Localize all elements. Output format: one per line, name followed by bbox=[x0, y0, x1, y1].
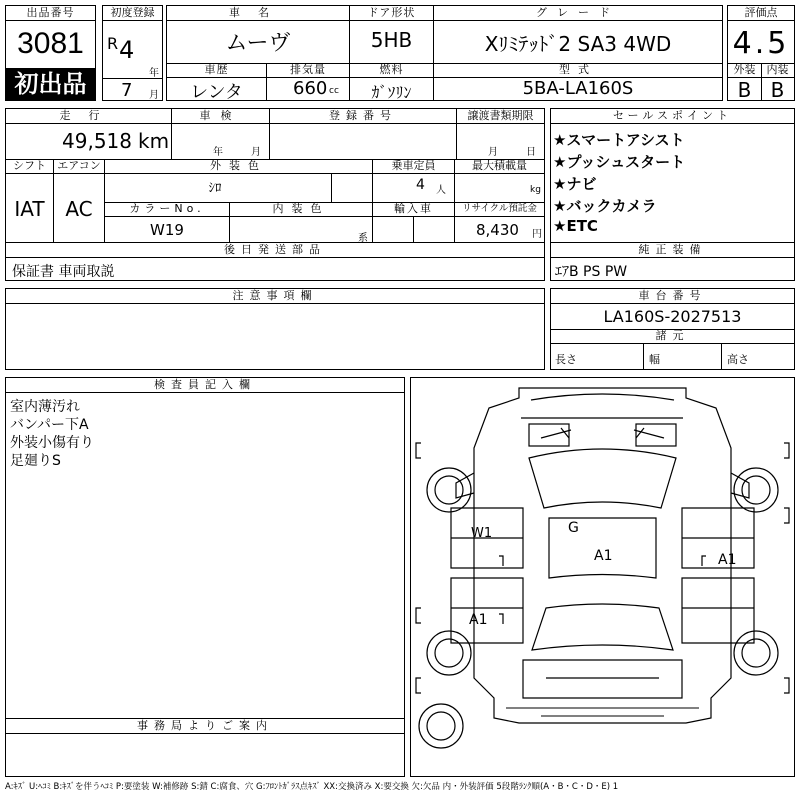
inspection-header: 車検 bbox=[172, 109, 269, 124]
max-load-unit: kg bbox=[530, 185, 541, 195]
fuel: ｶﾞｿﾘﾝ bbox=[371, 83, 412, 102]
mark-roof: G bbox=[568, 520, 579, 536]
sales-points-box bbox=[550, 108, 795, 243]
interior-color-header: 内装色 bbox=[230, 202, 372, 217]
car-name: ムーヴ bbox=[225, 31, 291, 56]
interior-rating-header: 内装 bbox=[761, 63, 794, 78]
transfer-month-unit: 月 bbox=[488, 147, 498, 158]
inspector-header: 検査員記入欄 bbox=[6, 378, 404, 393]
aircon-header: エアコン bbox=[54, 159, 104, 174]
aircon-value: AC bbox=[65, 197, 93, 221]
shift-header: シフト bbox=[6, 159, 53, 174]
later-parts-box bbox=[5, 243, 545, 281]
inspector-line: 外装小傷有り bbox=[10, 435, 94, 451]
max-load-header: 最大積載量 bbox=[455, 159, 544, 174]
car-info-box bbox=[166, 5, 723, 101]
transfer-day-unit: 日 bbox=[526, 147, 536, 158]
lot-header: 出品番号 bbox=[6, 6, 95, 21]
specs-header: 諸元 bbox=[551, 329, 794, 344]
history: レンタ bbox=[190, 82, 243, 103]
recycle-header: リサイクル預託金 bbox=[455, 202, 544, 217]
displacement-unit: cc bbox=[329, 86, 339, 96]
registration-year: 4 bbox=[119, 36, 135, 64]
office-header: 事務局よりご案内 bbox=[6, 719, 404, 734]
exterior-color-header: 外装色 bbox=[105, 159, 372, 174]
registration-era: R bbox=[107, 34, 119, 53]
genuine-equipment-header: 純正装備 bbox=[551, 243, 794, 258]
inspector-line: 室内薄汚れ bbox=[10, 399, 80, 415]
interior-rating: B bbox=[770, 78, 785, 102]
chassis-header: 車台番号 bbox=[551, 289, 794, 304]
notes-box bbox=[5, 288, 545, 370]
recycle-value: 8,430 bbox=[476, 221, 519, 239]
mark-left-rear: A1 bbox=[469, 612, 488, 628]
registration-number-header: 登録番号 bbox=[270, 109, 456, 124]
sales-points-header: セールスポイント bbox=[551, 109, 794, 124]
registration-month-unit: 月 bbox=[149, 90, 159, 101]
details-box bbox=[5, 108, 545, 243]
sales-point-item: ★ナビ bbox=[553, 175, 597, 193]
exterior-rating: B bbox=[737, 78, 752, 102]
specs-height: 高さ bbox=[727, 353, 749, 366]
lot-box bbox=[5, 5, 96, 101]
capacity-value: 4 bbox=[416, 177, 425, 193]
model-header: 型式 bbox=[434, 63, 722, 78]
import-header: 輸入車 bbox=[373, 202, 454, 217]
lot-number: 3081 bbox=[17, 27, 84, 60]
color-no-header: カラーNo. bbox=[105, 202, 229, 217]
capacity-header: 乗車定員 bbox=[373, 159, 454, 174]
registration-header: 初度登録 bbox=[103, 6, 162, 21]
car-diagram-box bbox=[410, 377, 795, 777]
office-box bbox=[5, 719, 405, 777]
sales-point-item: ★スマートアシスト bbox=[553, 131, 685, 149]
mileage-unit: km bbox=[138, 129, 170, 153]
first-listing-label: 初出品 bbox=[14, 70, 87, 98]
sales-point-item: ★ETC bbox=[553, 217, 598, 235]
rating-box bbox=[727, 5, 795, 101]
specs-length: 長さ bbox=[555, 353, 577, 366]
model-code: 5BA-LA160S bbox=[522, 78, 634, 99]
fuel-header: 燃料 bbox=[350, 63, 433, 78]
first-listing-badge bbox=[6, 68, 95, 100]
mark-right: A1 bbox=[718, 552, 737, 568]
inspection-month-unit: 月 bbox=[251, 147, 261, 158]
later-parts-header: 後日発送部品 bbox=[6, 243, 544, 258]
chassis-box bbox=[550, 288, 795, 370]
car-body-diagram bbox=[411, 378, 794, 776]
registration-box bbox=[102, 5, 163, 101]
genuine-equipment-box bbox=[550, 243, 795, 281]
inspector-line: バンパー下A bbox=[10, 417, 89, 433]
registration-month: 7 bbox=[121, 80, 133, 101]
rating-score: 4.5 bbox=[732, 26, 790, 61]
inspector-line: 足廻りS bbox=[10, 453, 61, 469]
inspector-box bbox=[5, 377, 405, 719]
registration-year-unit: 年 bbox=[149, 68, 159, 79]
notes-header: 注意事項欄 bbox=[6, 289, 544, 304]
sales-point-item: ★プッシュスタート bbox=[553, 153, 686, 171]
specs-width: 幅 bbox=[649, 353, 660, 366]
inspection-year-unit: 年 bbox=[213, 147, 223, 158]
exterior-rating-header: 外装 bbox=[728, 63, 761, 78]
capacity-unit: 人 bbox=[436, 185, 446, 196]
shift-value: IAT bbox=[14, 197, 45, 221]
history-header: 車歴 bbox=[167, 63, 266, 78]
mark-center: A1 bbox=[594, 548, 613, 564]
genuine-equipment-value: ｴｱB PS PW bbox=[555, 264, 628, 280]
mark-left-front: W1 bbox=[471, 526, 493, 541]
car-name-header: 車名 bbox=[167, 6, 349, 21]
exterior-color-value: ｼﾛ bbox=[208, 181, 222, 196]
legend: A:ｷｽﾞ U:ﾍｺﾐ B:ｷｽﾞを伴うﾍｺﾐ P:要塗装 W:補修跡 S:錆 C:腐食、穴 G:ﾌﾛﾝﾄｶﾞﾗｽ点ｷｽﾞ XX:交換済み X:要交換 欠:欠品 内・外装評価 5段階ﾗﾝｸ順(A・B・C・D・E) 1 bbox=[5, 782, 619, 792]
displacement: 660 bbox=[293, 78, 328, 99]
door-type: 5HB bbox=[370, 28, 413, 52]
door-header: ドア形状 bbox=[350, 6, 433, 21]
transfer-deadline-header: 譲渡書類期限 bbox=[457, 109, 544, 124]
color-no-value: W19 bbox=[150, 221, 184, 239]
sales-point-item: ★バックカメラ bbox=[553, 197, 657, 215]
grade: Xﾘﾐﾃｯﾄﾞ2 SA3 4WD bbox=[484, 32, 672, 56]
mileage-header: 走行 bbox=[6, 109, 171, 124]
later-parts-value: 保証書 車両取説 bbox=[12, 264, 115, 280]
interior-color-unit: 系 bbox=[358, 233, 368, 244]
recycle-unit: 円 bbox=[532, 229, 542, 240]
mileage-value: 49,518 bbox=[62, 129, 132, 153]
grade-header: グレード bbox=[434, 6, 722, 21]
chassis-number: LA160S-2027513 bbox=[603, 307, 742, 326]
rating-header: 評価点 bbox=[728, 6, 794, 21]
displacement-header: 排気量 bbox=[267, 63, 349, 78]
